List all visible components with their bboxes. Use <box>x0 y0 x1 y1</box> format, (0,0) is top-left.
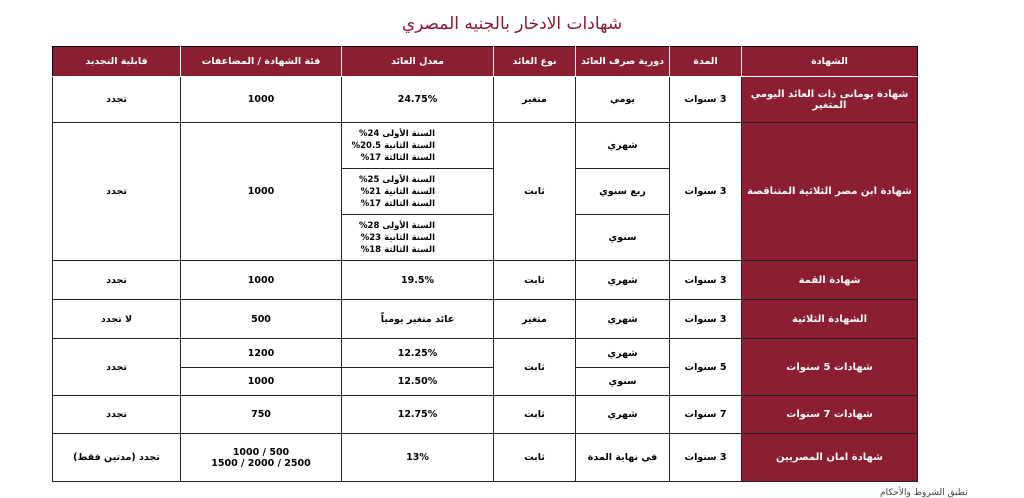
table-row <box>53 123 918 169</box>
frequency-cell: شهري <box>576 396 670 434</box>
rate-value: 24.75% <box>397 94 438 105</box>
table-row <box>53 261 918 300</box>
frequency-cell: شهري <box>576 123 670 169</box>
rate-line: السنة الثانية 20.5% <box>351 140 435 151</box>
denomination-cell: 1000 <box>181 123 342 261</box>
header-row <box>53 47 918 77</box>
frequency-cell: شهري <box>576 261 670 300</box>
rate-line: السنة الثانية 21% <box>360 186 435 197</box>
rate-schedule <box>342 220 493 256</box>
rate-value: 12.75% <box>397 409 438 420</box>
table-row <box>53 339 918 368</box>
header-rate: معدل العائد <box>342 47 494 77</box>
certificate-name: الشهادة الثلاثية <box>742 300 918 339</box>
type-cell: ثابت <box>494 123 576 261</box>
rate-cell <box>342 339 494 368</box>
rate-cell <box>342 123 494 169</box>
rate-cell <box>342 77 494 123</box>
term-cell: 3 سنوات <box>670 261 742 300</box>
denomination-cell: 1000 <box>181 368 342 396</box>
renew-cell: تجدد <box>53 261 181 300</box>
renew-cell: تجدد <box>53 339 181 396</box>
rate-cell <box>342 169 494 215</box>
denomination-cell: 1000 <box>181 261 342 300</box>
rate-line: السنة الثالثة 17% <box>360 198 435 209</box>
rate-cell <box>342 261 494 300</box>
frequency-cell: سنوي <box>576 215 670 261</box>
certificate-name: شهادة يومانى ذات العائد اليومي المتغير <box>742 77 918 123</box>
frequency-cell: سنوي <box>576 368 670 396</box>
rate-line: السنة الأولى 24% <box>359 128 435 139</box>
table-row <box>53 434 918 482</box>
header-denomination: فئة الشهادة / المضاعفات <box>181 47 342 77</box>
certificate-name: شهادات 7 سنوات <box>742 396 918 434</box>
renew-cell: تجدد <box>53 396 181 434</box>
type-cell: ثابت <box>494 339 576 396</box>
denomination-line: 1000 / 500 <box>232 446 290 458</box>
rate-line: السنة الأولى 28% <box>359 220 435 231</box>
frequency-cell: شهري <box>576 300 670 339</box>
denomination-line: 1500 / 2000 / 2500 <box>211 457 311 469</box>
renew-cell: تجدد <box>53 123 181 261</box>
renew-cell: تجدد <box>53 77 181 123</box>
denomination-cell: 500 <box>181 300 342 339</box>
denomination-cell: 1000 <box>181 77 342 123</box>
rate-cell: عائد متغير يومياً <box>342 300 494 339</box>
certificate-name: شهادة ابن مصر الثلاثية المتناقصة <box>742 123 918 261</box>
term-cell: 3 سنوات <box>670 123 742 261</box>
table-row <box>53 300 918 339</box>
type-cell: ثابت <box>494 396 576 434</box>
denomination-cell: 1200 <box>181 339 342 368</box>
term-cell: 3 سنوات <box>670 434 742 482</box>
term-cell: 5 سنوات <box>670 339 742 396</box>
rate-cell <box>342 368 494 396</box>
denomination-cell: 750 <box>181 396 342 434</box>
table-row <box>53 77 918 123</box>
certificate-name: شهادات 5 سنوات <box>742 339 918 396</box>
type-cell: متغير <box>494 300 576 339</box>
certificate-name: شهادة القمة <box>742 261 918 300</box>
frequency-cell: شهري <box>576 339 670 368</box>
rate-line: السنة الثالثة 17% <box>360 152 435 163</box>
certificate-name: شهادة امان المصريين <box>742 434 918 482</box>
certificates-table <box>52 46 918 482</box>
frequency-cell: يومي <box>576 77 670 123</box>
denomination-cell <box>181 434 342 482</box>
renew-cell: لا تجدد <box>53 300 181 339</box>
page-title: شهادات الادخار بالجنيه المصري <box>401 14 623 34</box>
header-term: المدة <box>670 47 742 77</box>
rate-value: 13% <box>406 452 429 463</box>
rate-line: السنة الثانية 23% <box>360 232 435 243</box>
renew-cell: تجدد (مدتين فقط) <box>53 434 181 482</box>
frequency-cell: ربع سنوي <box>576 169 670 215</box>
rate-cell <box>342 434 494 482</box>
frequency-cell: في نهاية المدة <box>576 434 670 482</box>
type-cell: ثابت <box>494 434 576 482</box>
header-return-type: نوع العائد <box>494 47 576 77</box>
term-cell: 3 سنوات <box>670 77 742 123</box>
rate-schedule <box>342 128 493 164</box>
rate-line: السنة الأولى 25% <box>359 174 435 185</box>
header-certificate: الشهادة <box>742 47 918 77</box>
rate-cell <box>342 396 494 434</box>
type-cell: متغير <box>494 77 576 123</box>
term-cell: 3 سنوات <box>670 300 742 339</box>
rate-value: 12.25% <box>397 347 438 359</box>
rate-value: 19.5% <box>401 274 434 286</box>
rate-line: السنة الثالثة 18% <box>360 244 435 255</box>
rate-value: 12.50% <box>397 376 438 387</box>
rate-schedule <box>342 174 493 210</box>
header-renewability: قابلية التجديد <box>53 47 181 77</box>
rate-cell <box>342 215 494 261</box>
table-row <box>53 396 918 434</box>
header-payout-frequency: دورية صرف العائد <box>576 47 670 77</box>
footer-note: تطبق الشروط والأحكام <box>880 488 968 498</box>
term-cell: 7 سنوات <box>670 396 742 434</box>
type-cell: ثابت <box>494 261 576 300</box>
